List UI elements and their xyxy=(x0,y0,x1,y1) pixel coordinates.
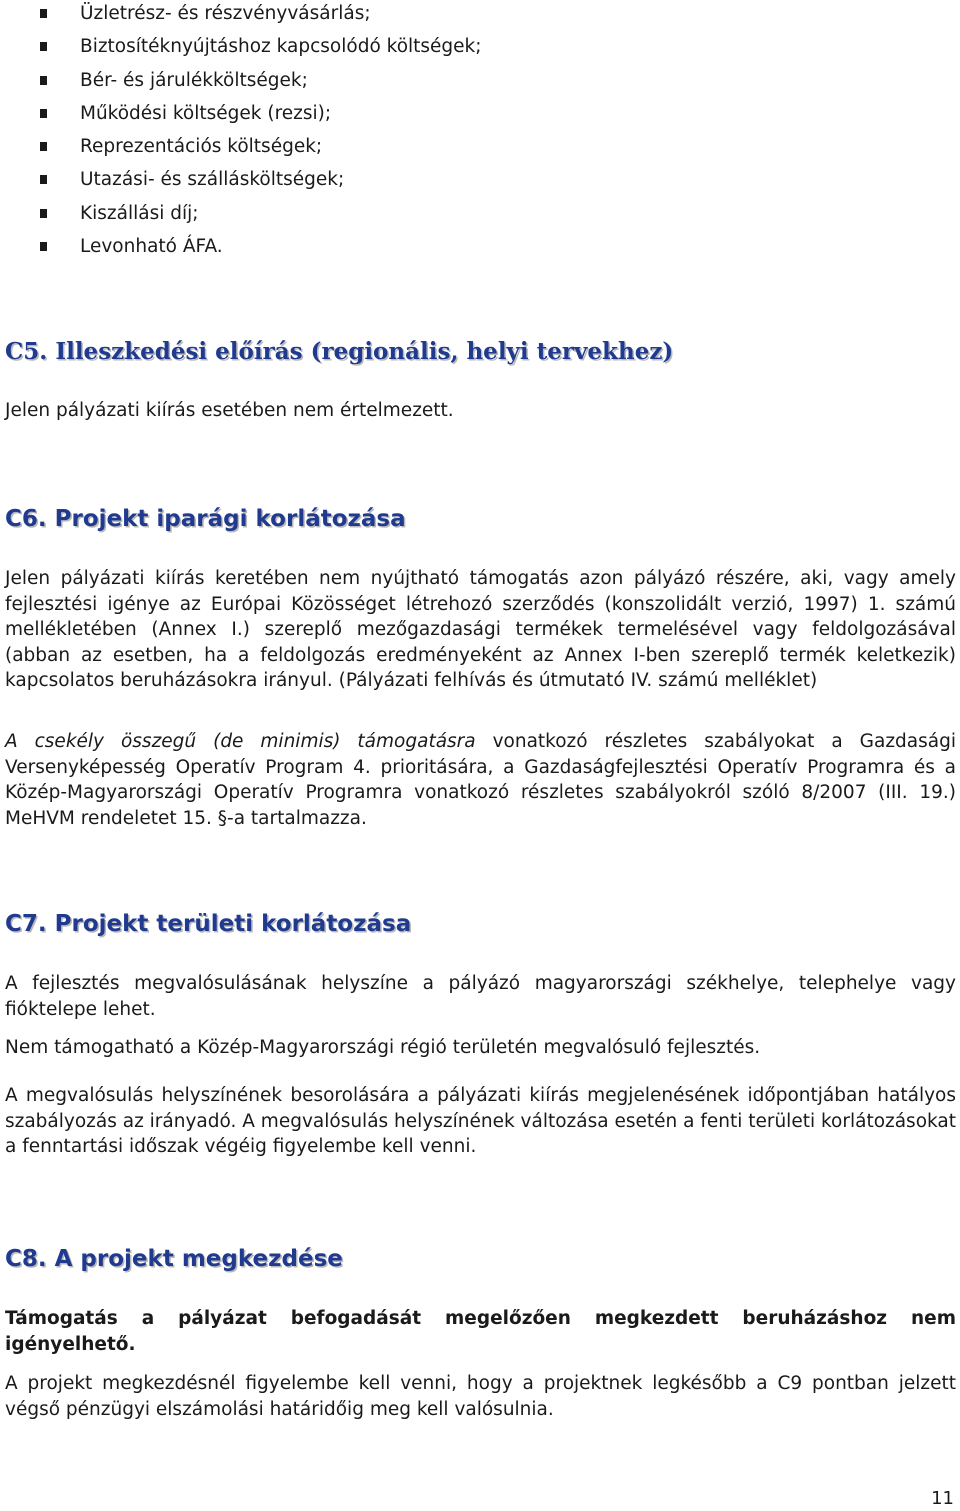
square-bullet-icon xyxy=(40,175,47,184)
section-heading-c5: C5. Illeszkedési előírás (regionális, helyi tervekhez) xyxy=(5,338,674,365)
list-item xyxy=(40,67,482,100)
list-item xyxy=(40,166,482,199)
c8-paragraph-2: A projekt megkezdésnél figyelembe kell venni, hogy a projektnek legkésőbb a C9 pontban jelzett végső pénzügyi elszámolási határidőig meg kell valósulnia. xyxy=(5,1373,956,1420)
list-item-text: Üzletrész- és részvényvásárlás; xyxy=(80,3,371,24)
c6-paragraph-1: Jelen pályázati kiírás keretében nem nyújtható támogatás azon pályázó részére, aki, vagy amely fejlesztési igénye az Európai Közösséget létrehozó szerződés (konszolidált verzió, 1997) 1. számú mellékletében (Annex I.) szereplő mezőgazdasági termékek termelésével vagy feldolgozásával (abban az esetben, ha a feldolgozás eredményeként az Annex I-ben szereplő termék keletkezik) kapcsolatos beruházásokra irányul. (Pályázati felhívás és útmutató IV. számú melléklet) xyxy=(5,568,956,691)
list-item xyxy=(40,233,482,266)
c6-paragraph-2-rest: vonatkozó részletes szabályokat a Gazdasági Versenyképesség Operatív Program 4. prioritására, a Gazdaságfejlesztési Operatív Programra és a Közép-Magyarországi Operatív Programra vonatkozó részletes szabályokról szóló 8/2007 (III. 19.) MeHVM rendeletet 15. §-a tartalmazza. xyxy=(5,731,956,829)
list-item-text: Biztosítéknyújtáshoz kapcsolódó költségek; xyxy=(80,36,482,58)
c5-paragraph: Jelen pályázati kiírás esetében nem értelmezett. xyxy=(5,400,454,421)
square-bullet-icon xyxy=(40,9,47,18)
square-bullet-icon xyxy=(40,242,47,251)
square-bullet-icon xyxy=(40,142,47,151)
list-item-text: Utazási- és szállásköltségek; xyxy=(80,169,345,191)
list-item-text: Működési költségek (rezsi); xyxy=(80,102,332,124)
list-item-text: Kiszállási díj; xyxy=(80,202,199,224)
section-heading-c8: C8. A projekt megkezdése xyxy=(5,1246,343,1272)
section-heading-c7: C7. Projekt területi korlátozása xyxy=(5,911,412,937)
square-bullet-icon xyxy=(40,42,47,51)
list-item xyxy=(40,133,482,166)
list-item xyxy=(40,100,482,133)
page-number: 11 xyxy=(931,1488,954,1509)
list-item-text: Bér- és járulékköltségek; xyxy=(80,69,308,91)
square-bullet-icon xyxy=(40,109,47,118)
list-item-text: Reprezentációs költségek; xyxy=(80,136,323,158)
c7-paragraph-1: A fejlesztés megvalósulásának helyszíne a pályázó magyarországi székhelye, telephelye vagy fióktelepe lehet. xyxy=(5,973,956,1020)
c6-paragraph-2 xyxy=(5,729,956,831)
list-item xyxy=(40,200,482,233)
section-heading-c6: C6. Projekt iparági korlátozása xyxy=(5,506,406,532)
list-item xyxy=(40,0,482,33)
de-minimis-italic: A csekély összegű (de minimis) támogatásra xyxy=(5,731,476,752)
c7-paragraph-3: A megvalósulás helyszínének besorolására a pályázati kiírás megjelenésének időpontjában hatályos szabályozás az irányadó. A megvalósulás helyszínének változása esetén a fenti területi korlátozásokat a fenntartási időszak végéig figyelembe kell venni. xyxy=(5,1085,956,1157)
square-bullet-icon xyxy=(40,209,47,218)
c8-bold-statement: Támogatás a pályázat befogadását megelőzően megkezdett beruházáshoz nem igényelhető. xyxy=(5,1308,956,1355)
c7-paragraph-2: Nem támogatható a Közép-Magyarországi régió területén megvalósuló fejlesztés. xyxy=(5,1037,761,1058)
cost-bullet-list xyxy=(40,0,482,266)
list-item-text: Levonható ÁFA. xyxy=(80,236,223,258)
list-item xyxy=(40,33,482,66)
square-bullet-icon xyxy=(40,76,47,85)
